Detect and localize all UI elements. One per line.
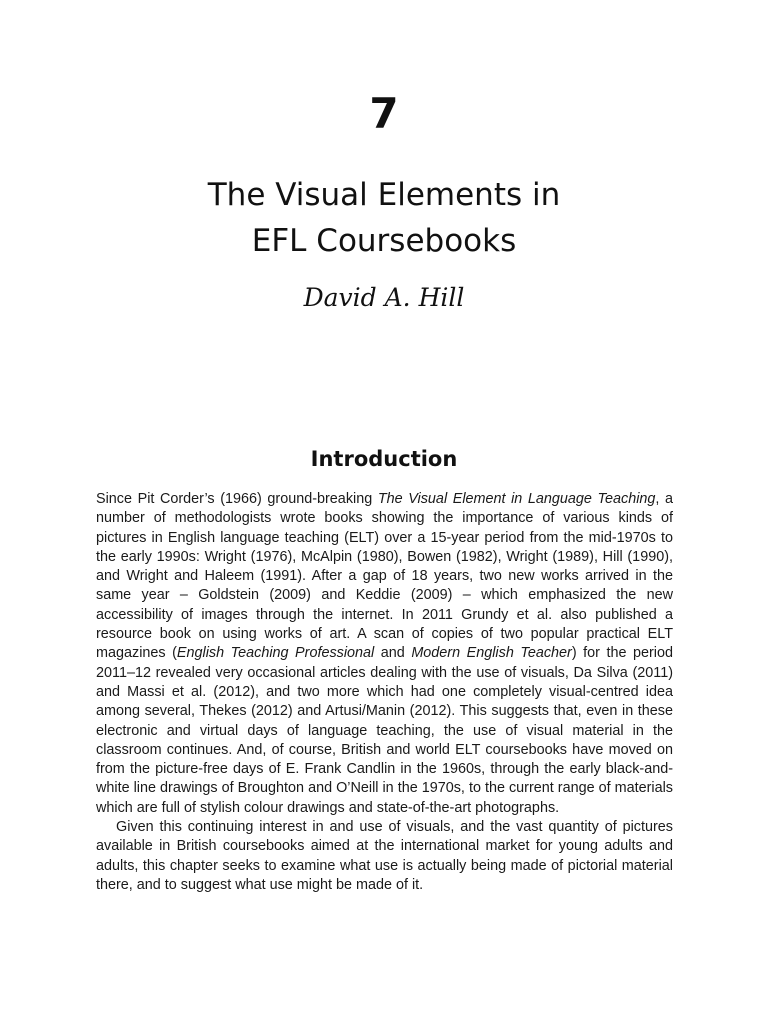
chapter-title [0, 172, 768, 264]
book-title-citation: The Visual Element in Language Teaching [377, 491, 656, 507]
paragraph-1 [96, 490, 673, 818]
paragraph-2: Given this continuing interest in and use of visuals, and the vast quantity of pictures available in British coursebooks aimed at the international market for young adults and adults, this chapter seeks to examine what use is actually being made of pictorial material there, and to suggest what use might be made of it. [96, 819, 673, 893]
paragraph-1-part-7: ) for the period 2011–12 revealed very occasional articles dealing with the use of visuals, Da Silva (2011) and Massi et al. (2012), and two more which had one completely visual-centred idea among several, Thekes (2012) and Artusi/Manin (2012). This suggests that, even in these electronic and virtual days of language teaching, the use of visual material in the classroom continues. And, of course, British and world ELT coursebooks have moved on from the picture-free days of E. Frank Candlin in the 1960s, through the early black-and-white line drawings of Broughton and O’Neill in the 1970s, to the current range of materials which are full of stylish colour drawings and state-of-the-art photographs. [96, 645, 673, 816]
magazine-title-etp: English Teaching Professional [176, 645, 375, 662]
chapter-title-line-2: EFL Coursebooks [251, 223, 517, 259]
paragraph-1-part-3: , a number of methodologists wrote books showing the importance of various kinds of pictures in English language teaching (ELT) over a 15-year period from the mid-1970s to the early 1990s: Wright (1976), McAlpin (1980), Bowen (1982), Wright (1989), Hill (1990), and Wright and Haleem (1991). After a gap of 18 years, two new works arrived in the same year – Goldstein (2009) and Keddie (2009) – which emphasized the new accessibility of images through the internet. In 2011 Grundy et al. also published a resource book on using works of art. A scan of copies of two popular practical ELT magazines ( [96, 491, 673, 662]
chapter-author: David A. Hill [303, 283, 465, 312]
paragraph-1-part-1: Since Pit Corder’s (1966) ground-breaking [96, 491, 378, 507]
chapter-number: 7 [369, 89, 399, 138]
magazine-title-met: Modern English Teacher [411, 645, 572, 662]
body-text [96, 490, 673, 895]
paragraph-1-part-5: and [374, 645, 412, 662]
chapter-title-line-1: The Visual Elements in [207, 177, 561, 213]
section-heading-introduction: Introduction [310, 447, 458, 471]
